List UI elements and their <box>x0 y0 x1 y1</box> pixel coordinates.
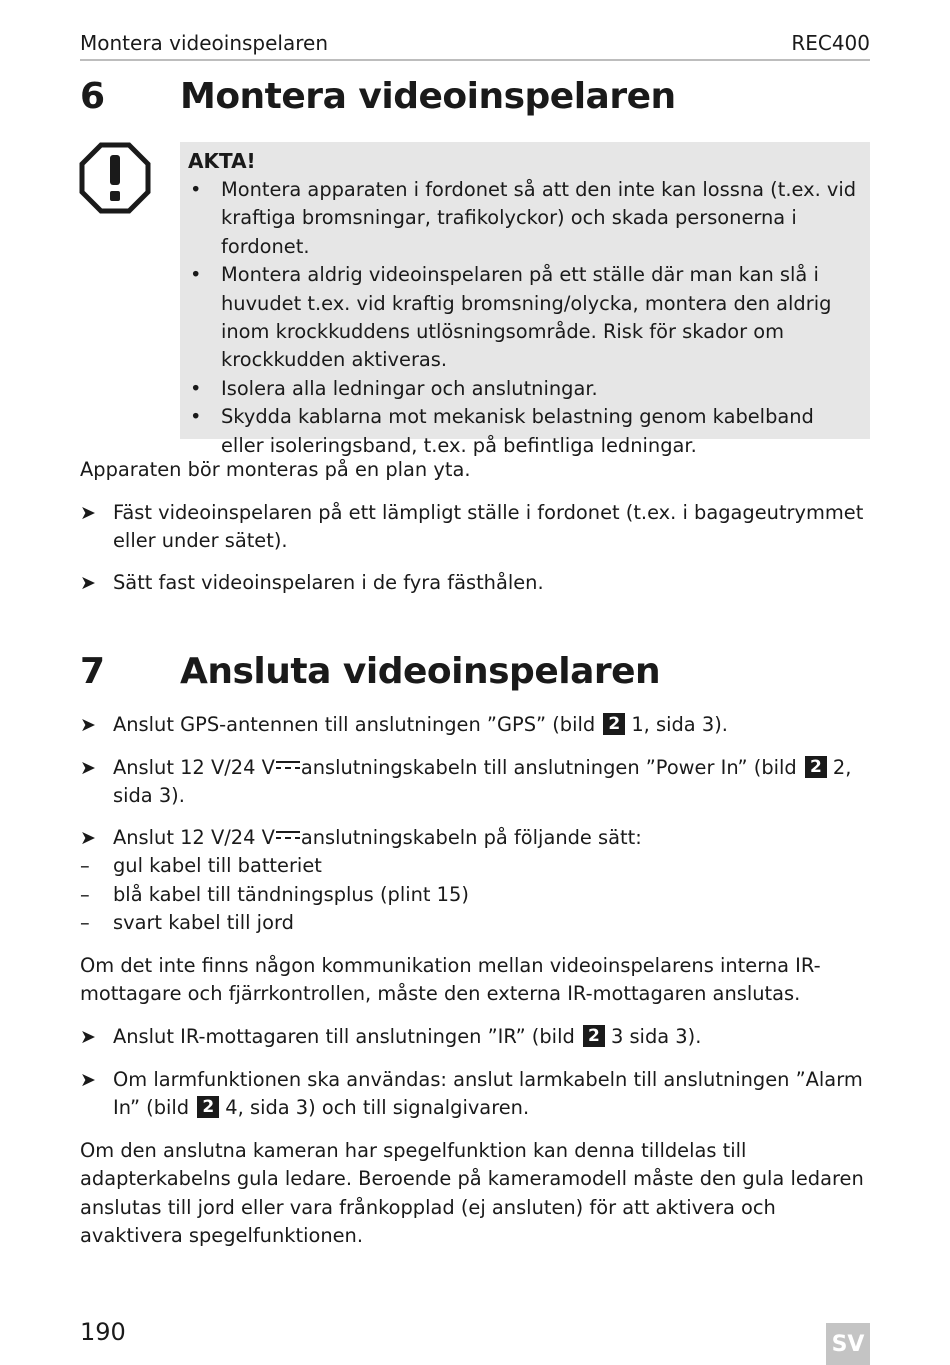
page-number: 190 <box>80 1318 126 1346</box>
figure-badge: 2 <box>805 756 827 778</box>
dc-symbol-icon <box>275 830 301 840</box>
running-header <box>80 30 870 61</box>
step-text: Sätt fast videoinspelaren i de fyra fästhålen. <box>113 571 544 594</box>
step-item <box>80 711 870 739</box>
arrow-icon: ➤ <box>80 757 96 779</box>
figure-badge: 2 <box>583 1025 605 1047</box>
step-text <box>113 711 870 739</box>
arrow-icon: ➤ <box>80 1026 96 1048</box>
arrow-icon: ➤ <box>80 502 96 524</box>
cable-list <box>80 852 870 937</box>
header-chapter: Montera videoinspelaren <box>80 31 329 55</box>
step-item <box>80 499 870 556</box>
step-text-part: anslutningskabeln på följande sätt: <box>300 826 642 849</box>
warning-item: • Montera aldrig videoinspelaren på ett ställe där man kan slå i huvudet t.ex. vid kraftig bromsning/olycka, montera den aldrig inom krockkuddens utlösningsområde. Risk för skador om krockkudden aktiveras. <box>188 261 862 375</box>
warning-item: • Montera apparaten i fordonet så att den inte kan lossna (t.ex. vid kraftiga bromsningar, trafikolyckor) och skada personerna i fordonet. <box>188 176 862 261</box>
step-text-part: 2, sida 3). <box>113 756 852 808</box>
arrow-icon: ➤ <box>80 827 96 849</box>
mounting-intro: Apparaten bör monteras på en plan yta. <box>80 458 471 481</box>
language-tab: SV <box>826 1323 870 1365</box>
section-number: 7 <box>80 651 105 692</box>
cable-item: – gul kabel till batteriet <box>80 852 870 880</box>
mirror-paragraph: Om den anslutna kameran har spegelfunktion kan denna tilldelas till adapterkabelns gula ledare. Beroende på kameramodell måste den gula ledaren anslutas till jord eller vara frånkopplad (ej ansluten) för att aktivera och avaktivera spegelfunktionen. <box>80 1139 864 1248</box>
step-text <box>113 824 870 852</box>
step-text-part: anslutningskabeln till anslutningen ”Power In” (bild <box>300 756 797 779</box>
step-text-part: Anslut IR-mottagaren till anslutningen ”IR” (bild <box>113 1025 575 1048</box>
arrow-icon: ➤ <box>80 1069 96 1091</box>
step-item <box>80 1023 870 1051</box>
step-text <box>113 1066 870 1123</box>
ir-paragraph: Om det inte finns någon kommunikation mellan videoinspelarens interna IR-mottagare och fjärrkontrollen, måste den externa IR-mottagaren anslutas. <box>80 954 821 1006</box>
warning-item: • Isolera alla ledningar och anslutningar. <box>188 375 862 403</box>
dc-symbol-icon <box>275 760 301 770</box>
section-title: Montera videoinspelaren <box>180 76 676 117</box>
step-text-part: Anslut 12 V/24 V <box>113 826 275 849</box>
step-item <box>80 569 870 597</box>
cable-item: – svart kabel till jord <box>80 909 870 937</box>
header-model: REC400 <box>791 31 870 55</box>
exclamation-octagon-icon <box>79 142 151 214</box>
arrow-icon: ➤ <box>80 714 96 736</box>
warning-box <box>180 142 870 457</box>
step-text-part: Om larmfunktionen ska användas: anslut larmkabeln till anslutningen ”Alarm In” (bild <box>113 1068 863 1120</box>
step-text: Fäst videoinspelaren på ett lämpligt ställe i fordonet (t.ex. i bagageutrymmet eller under sätet). <box>113 501 864 553</box>
section-number: 6 <box>80 76 105 117</box>
step-text-part: 4, sida 3) och till signalgivaren. <box>225 1096 530 1120</box>
section-title: Ansluta videoinspelaren <box>180 651 661 692</box>
step-item <box>80 824 870 938</box>
step-item <box>80 1066 870 1123</box>
step-text-part: 3 sida 3). <box>610 1025 702 1048</box>
cable-item: – blå kabel till tändningsplus (plint 15) <box>80 881 870 909</box>
step-text <box>113 1023 870 1051</box>
step-text-part: Anslut 12 V/24 V <box>113 756 275 779</box>
figure-badge: 2 <box>603 713 625 735</box>
step-text-part: Anslut GPS-antennen till anslutningen ”GPS” (bild <box>113 713 596 736</box>
warning-title: AKTA! <box>188 149 256 173</box>
step-text <box>113 754 870 811</box>
step-item <box>80 754 870 811</box>
step-text-part: 1, sida 3). <box>631 713 728 736</box>
warning-list <box>188 176 862 460</box>
arrow-icon: ➤ <box>80 572 96 594</box>
warning-item: • Skydda kablarna mot mekanisk belastning genom kabelband eller isoleringsband, t.ex. på befintliga ledningar. <box>188 403 862 460</box>
figure-badge: 2 <box>197 1096 219 1118</box>
